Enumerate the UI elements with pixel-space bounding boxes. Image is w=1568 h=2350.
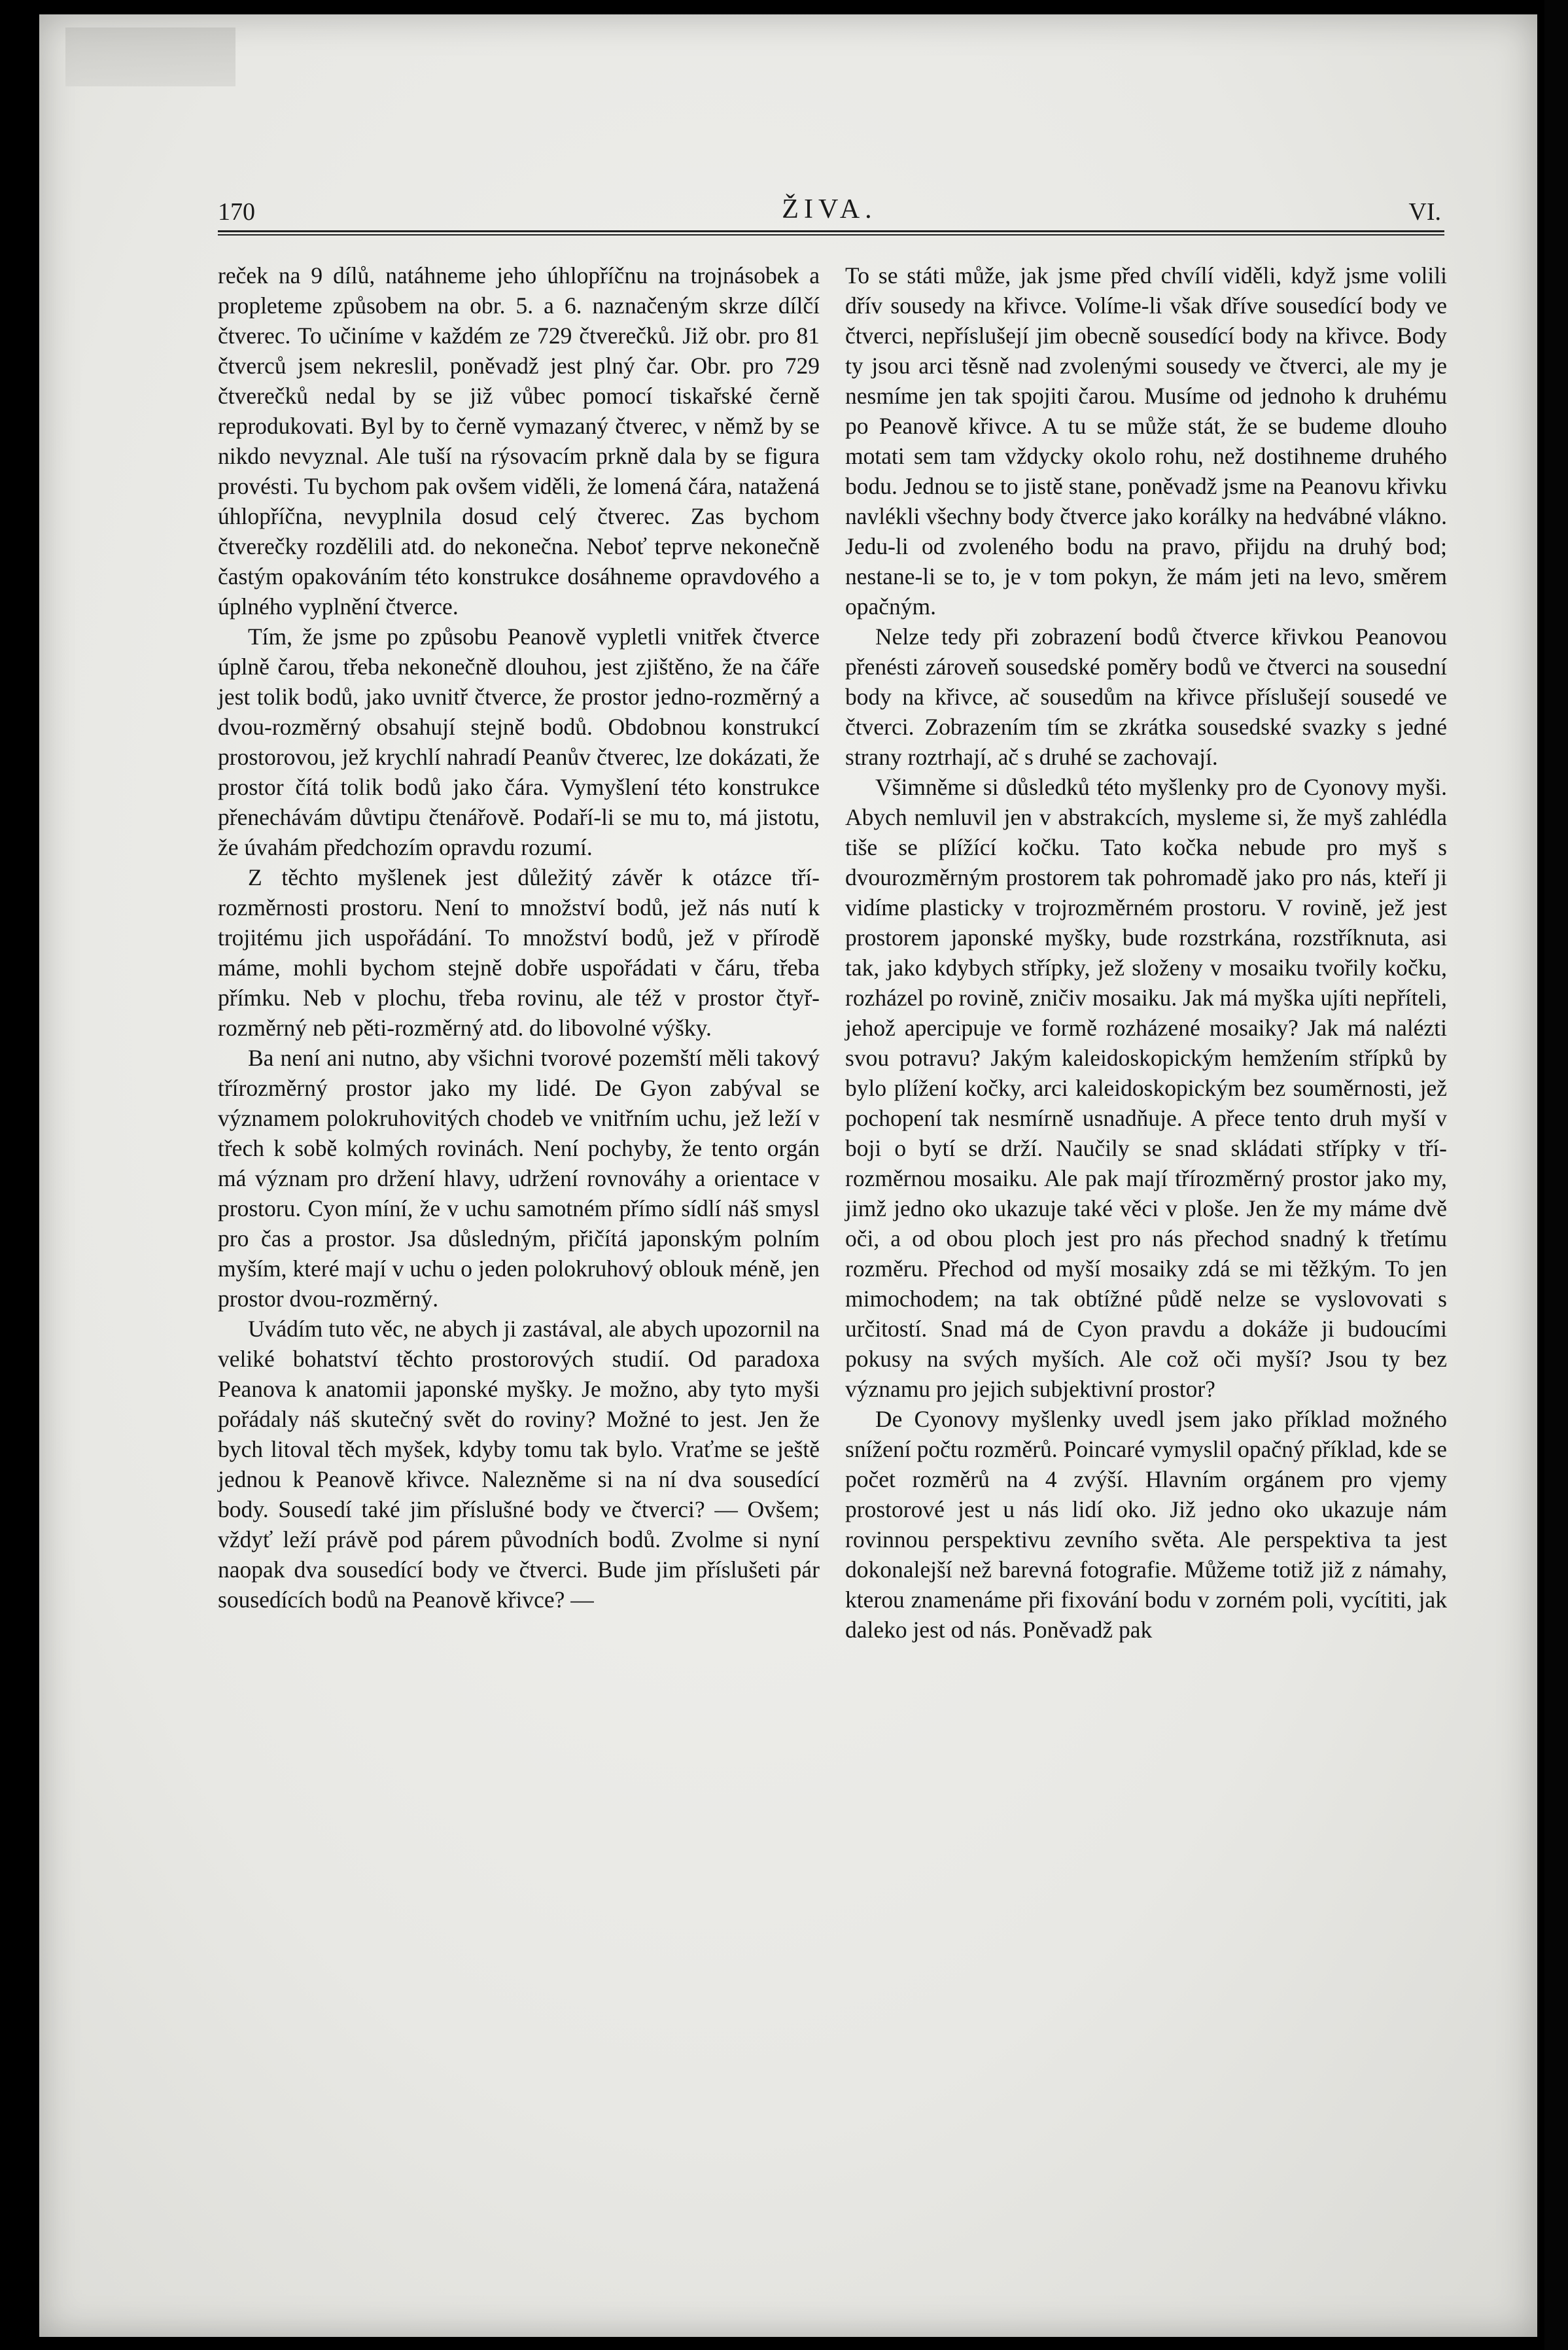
paragraph: Ba není ani nutno, aby všichni tvorové pozemští měli takový třírozměrný prostor jako my lidé. De Gyon zabýval se významem polokruhovitých chodeb ve vnitřním uchu, jež leží v třech k sobě kolmých rovinách. Není pochyby, že tento orgán má význam pro držení hlavy, udržení rovnováhy a orientace v prostoru. Cyon míní, že v uchu samotném přímo sídlí náš smysl pro čas a prostor. Jsa důsledným, přičítá japonským polním myším, které mají v uchu o jeden polokruhový oblouk méně, jen prostor dvou-rozměrný. (218, 1045, 820, 1312)
paragraph: Všimněme si důsledků této myšlenky pro de Cyonovy myši. Abych nemluvil jen v abstrakcích, mysleme si, že myš zahlédla tiše se plížící kočku. Tato kočka nebude pro myš s dvourozměrným prostorem tak pohromadě jako pro nás, kteří ji vidíme plasticky v trojrozměrném prostoru. V rovině, jež jest prostorem japonské myšky, bude rozstrkána, rozstříknuta, asi tak, jako kdybych střípky, jež složeny v mosaiku tvořily kočku, rozházel po rovině, zničiv mosaiku. Jak má myška ujíti nepříteli, jehož apercipuje ve formě rozházené mosaiky? Jak má nalézti svou potravu? Jakým kaleidoskopickým hemžením střípků by bylo plížení kočky, arci kaleidoskopickým bez souměrnosti, jež pochopení tak nesmírně usnadňuje. A přece tento druh myší v boji o bytí se drží. Naučily se snad skládati střípky v tří-rozměrnou mosaiku. Ale pak mají třírozměrný prostor jako my, jimž jedno oko ukazuje také věci v ploše. Jen že my máme dvě oči, a od obou ploch jest pro nás přechod snadný k třetímu rozměru. Přechod od myší mosaiky zdá se mi těžkým. To jen mimochodem; na tak obtížné půdě nelze se vyslovovati s určitostí. Snad má de Cyon pravdu a dokáže ji budoucími pokusy na svých myších. Ale což oči myší? Jsou ty bez významu pro jejich subjektivní prostor? (845, 774, 1447, 1402)
paragraph: Tím, že jsme po způsobu Peanově vypletli vnitřek čtverce úplně čarou, třeba nekonečně dlouhou, jest zjištěno, že na čáře jest tolik bodů, jako uvnitř čtverce, že prostor jedno-rozměrný a dvou-rozměrný obsahují stejně bodů. Obdobnou konstrukcí prostorovou, jež krychlí nahradí Peanův čtverec, lze dokázati, že prostor čítá tolik bodů jako čára. Vymyšlení této konstrukce přenechávám důvtipu čtenářově. Podaří-li se mu to, má jistotu, že úvahám předchozím opravdu rozumí. (218, 623, 820, 860)
volume-number: VI. (1408, 198, 1441, 226)
scan-edge (1544, 0, 1568, 2350)
running-header (218, 191, 1441, 230)
header-rule (218, 230, 1444, 236)
paragraph: Z těchto myšlenek jest důležitý závěr k otázce tří-rozměrnosti prostoru. Není to množství bodů, jež nás nutí k trojitému jich uspořádání. To množství bodů, jež v přírodě máme, mohli bychom stejně dobře uspořádati v čáru, třeba přímku. Neb v plochu, třeba rovinu, ale též v prostor čtyř-rozměrný neb pěti-rozměrný atd. do libovolné výšky. (218, 864, 820, 1041)
paragraph: To se státi může, jak jsme před chvílí viděli, když jsme volili dřív sousedy na křivce. Volíme-li však dříve sousedící body ve čtverci, nepříslušejí jim obecně sousedící body na křivce. Body ty jsou arci těsně nad zvolenými sousedy ve čtverci, ale my je nesmíme jen tak spojiti čarou. Musíme od jednoho k druhému po Peanově křivce. A tu se může stát, že se budeme dlouho motati sem tam vždycky okolo rohu, než dostihneme druhého bodu. Jednou se to jistě stane, poněvadž jsme na Peanovu křivku navlékli všechny body čtverce jako korálky na hedvábné vlákno. Jedu-li od zvoleného bodu na pravo, přijdu na druhý bod; nestane-li se to, je v tom pokyn, že mám jeti na levo, směrem opačným. (845, 262, 1447, 620)
paragraph: Uvádím tuto věc, ne abych ji zastával, ale abych upozornil na veliké bohatství těchto prostorových studií. Od paradoxa Peanova k anatomii japonské myšky. Je možno, aby tyto myši pořádaly náš skutečný svět do roviny? Možné to jest. Jen že bych litoval těch myšek, kdyby tomu tak bylo. Vraťme se ještě jednou k Peanově křivce. Nalezněme si na ní dva sousedící body. Sousedí také jim příslušné body ve čtverci? — Ovšem; vždyť leží právě pod párem původních bodů. Zvolme si nyní naopak dva sousedící body ve čtverci. Bude jim příslušeti pár sousedících bodů na Peanově křivce? — (218, 1316, 820, 1613)
paragraph: De Cyonovy myšlenky uvedl jsem jako příklad možného snížení počtu rozměrů. Poincaré vymyslil opačný příklad, kde se počet rozměrů na 4 zvýší. Hlavním orgánem pro vjemy prostorové jest u nás lidí oko. Již jedno oko ukazuje nám rovinnou perspektivu zevního světa. Ale perspektiva ta jest dokonalejší než barevná fotografie. Můžeme totiž již z námahy, kterou znamenáme při fixování bodu v zorném poli, vycítiti, jak daleko jest od nás. Poněvadž pak (845, 1406, 1447, 1643)
paragraph: reček na 9 dílů, natáhneme jeho úhlopříčnu na trojnásobek a propleteme způsobem na obr. 5. a 6. naznačeným skrze dílčí čtverec. To učiníme v každém ze 729 čtverečků. Již obr. pro 81 čtverců jsem nekreslil, poněvadž jest plný čar. Obr. pro 729 čtverečků nedal by se již vůbec pomocí tiskařské černě reprodukovati. Byl by to černě vymazaný čtverec, v němž by se nikdo nevyznal. Ale tuší na rýsovacím prkně dala by se figura provésti. Tu bychom pak ovšem viděli, že lomená čára, natažená úhlopříčna, nevyplnila dosud celý čtverec. Zas bychom čtverečky rozdělili atd. do nekonečna. Neboť teprve nekonečně častým opakováním této konstrukce dosáhneme opravdového a úplného vyplnění čtverce. (218, 262, 820, 620)
page-number: 170 (218, 198, 255, 226)
right-column (845, 260, 1447, 1645)
paragraph: Nelze tedy při zobrazení bodů čtverce křivkou Peanovou přenésti zároveň sousedské poměry bodů ve čtverci na sousední body na křivce, ač sousedům na křivce příslušejí sousedé ve čtverci. Zobrazením tím se zkrátka sousedské svazky s jedné strany roztrhají, ač s druhé se zachovají. (845, 623, 1447, 770)
left-column (218, 260, 820, 1615)
scan-corner-mark (65, 27, 235, 86)
journal-title: ŽIVA. (782, 194, 877, 224)
